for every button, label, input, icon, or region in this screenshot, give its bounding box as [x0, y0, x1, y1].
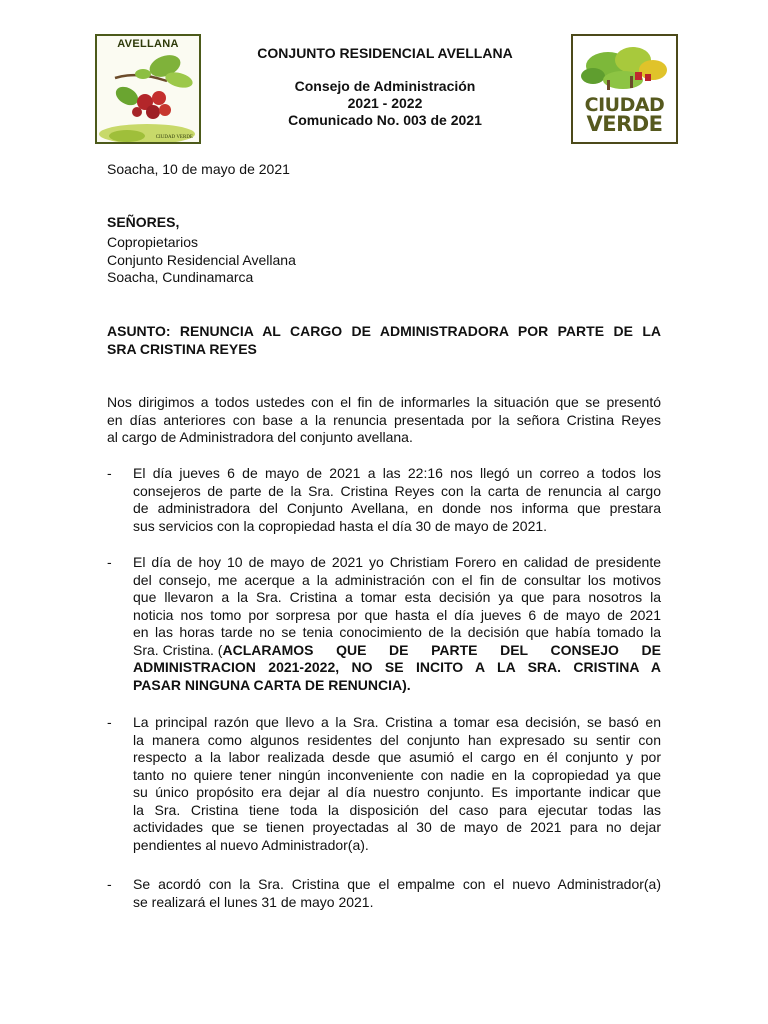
recipient-line: Conjunto Residencial Avellana: [107, 251, 296, 268]
subject-line: SRA CRISTINA REYES: [107, 340, 257, 357]
intro-line: al cargo de Administradora del conjunto avellana.: [107, 429, 413, 445]
bullet-item-2: [133, 554, 661, 694]
bullet-mixed-plain: Sra. Cristina. (: [133, 641, 223, 658]
bullet-line: se realizará el lunes 31 de mayo 2021.: [133, 893, 374, 910]
bullet-line: noticia nos tomo por sorpresa por que hasta el día jueves 6 de mayo de 2021: [133, 606, 661, 623]
ciudad-verde-word2: VERDE: [586, 112, 663, 136]
date-line: Soacha, 10 de mayo de 2021: [107, 161, 290, 177]
bullet-line: la manera como algunos residentes del conjunto han expresado su sentir con: [133, 731, 661, 748]
bullet-line: El día de hoy 10 de mayo de 2021 yo Christiam Forero en calidad de presidente: [133, 554, 661, 570]
bullet-line: respecto a la labor realizada desde que asumió el cargo en él conjunto y por: [133, 749, 661, 765]
avellana-logo-title: AVELLANA: [117, 38, 179, 50]
bullet-line: sus servicios con la copropiedad hasta el día 30 de mayo de 2021.: [133, 517, 548, 534]
bullet-dash: -: [107, 554, 112, 570]
intro-paragraph: [107, 394, 661, 447]
ciudad-verde-word1: CIUDAD: [584, 94, 665, 116]
bullet-dash: -: [107, 714, 112, 730]
avellana-plant-icon: [97, 36, 201, 144]
bullet-line: El día jueves 6 de mayo de 2021 a las 22:16 nos llegó un correo a todos los: [133, 465, 661, 481]
bullet-line: pendientes al nuevo Administrador(a).: [133, 836, 369, 853]
header-council: Consejo de Administración: [294, 78, 476, 94]
bullet-dash: -: [107, 465, 112, 481]
bullet-line: La principal razón que llevo a la Sra. Cristina a tomar esa decisión, se basó en: [133, 714, 661, 730]
bullet-line: del consejo, me acerque a la administración con el fin de consultar los motivos: [133, 571, 661, 588]
bullet-line: Se acordó con la Sra. Cristina que el empalme con el nuevo Administrador(a): [133, 876, 661, 892]
avellana-logo-subtitle: CIUDAD VERDE: [155, 135, 193, 140]
bullet-line: en las horas tarde no se tenia conocimiento de la decisión que había tomado la: [133, 624, 661, 640]
bullet-item-3: [133, 714, 661, 854]
bullet-line: actividades que se tienen proyectadas al 30 de mayo de 2021 para no dejar: [133, 819, 661, 835]
bullet-bold-line: PASAR NINGUNA CARTA DE RENUNCIA).: [133, 676, 411, 693]
bullet-line-mixed: [133, 642, 661, 660]
subject-line: ASUNTO: RENUNCIA AL CARGO DE ADMINISTRADORA POR PARTE DE LA: [107, 323, 661, 339]
bullet-dash: -: [107, 876, 112, 892]
header-communique: Comunicado No. 003 de 2021: [288, 112, 482, 128]
recipient-block: [107, 233, 296, 286]
avellana-logo: [95, 34, 201, 144]
salutation: SEÑORES,: [107, 214, 180, 230]
bullet-line: que llevaron a la Sra. Cristina a tomar esta decisión ya que para nosotros la: [133, 589, 661, 605]
header-title: CONJUNTO RESIDENCIAL AVELLANA: [257, 45, 513, 61]
bullet-line: tanto no quiere tener ningún inconveniente con nadie en la copropiedad ya que: [133, 766, 661, 783]
bullet-line: consejeros de parte de la Sra. Cristina Reyes con la carta de renuncia al cargo: [133, 482, 661, 499]
bullet-item-1: [133, 465, 661, 535]
recipient-line: Soacha, Cundinamarca: [107, 269, 254, 285]
bullet-bold-line: ADMINISTRACION 2021-2022, NO SE INCITO A LA SRA. CRISTINA A: [133, 659, 661, 675]
recipient-line: Copropietarios: [107, 234, 199, 250]
intro-line: en días anteriores con base a la renuncia presentada por la señora Cristina Reyes: [107, 411, 661, 428]
header-period: 2021 - 2022: [347, 95, 423, 111]
bullet-mixed-bold: ACLARAMOS QUE DE PARTE DEL CONSEJO DE: [222, 641, 661, 658]
subject-block: [107, 323, 661, 358]
header-subtitle-block: [215, 78, 555, 129]
intro-line: Nos dirigimos a todos ustedes con el fin de informarles la situación que se presentó: [107, 394, 661, 410]
bullet-item-4: [133, 876, 661, 911]
bullet-line: la Sra. Cristina tiene toda la disposición del caso para ejecutar todas las: [133, 801, 661, 818]
ciudad-verde-logo: [571, 34, 678, 144]
bullet-line: de administradora del Conjunto Avellana, en donde nos informa que prestara: [133, 500, 661, 516]
bullet-line: su único propósito era dejar al día nuestro conjunto. Es importante indicar que: [133, 784, 661, 800]
ciudad-verde-trees-icon: [573, 36, 678, 96]
